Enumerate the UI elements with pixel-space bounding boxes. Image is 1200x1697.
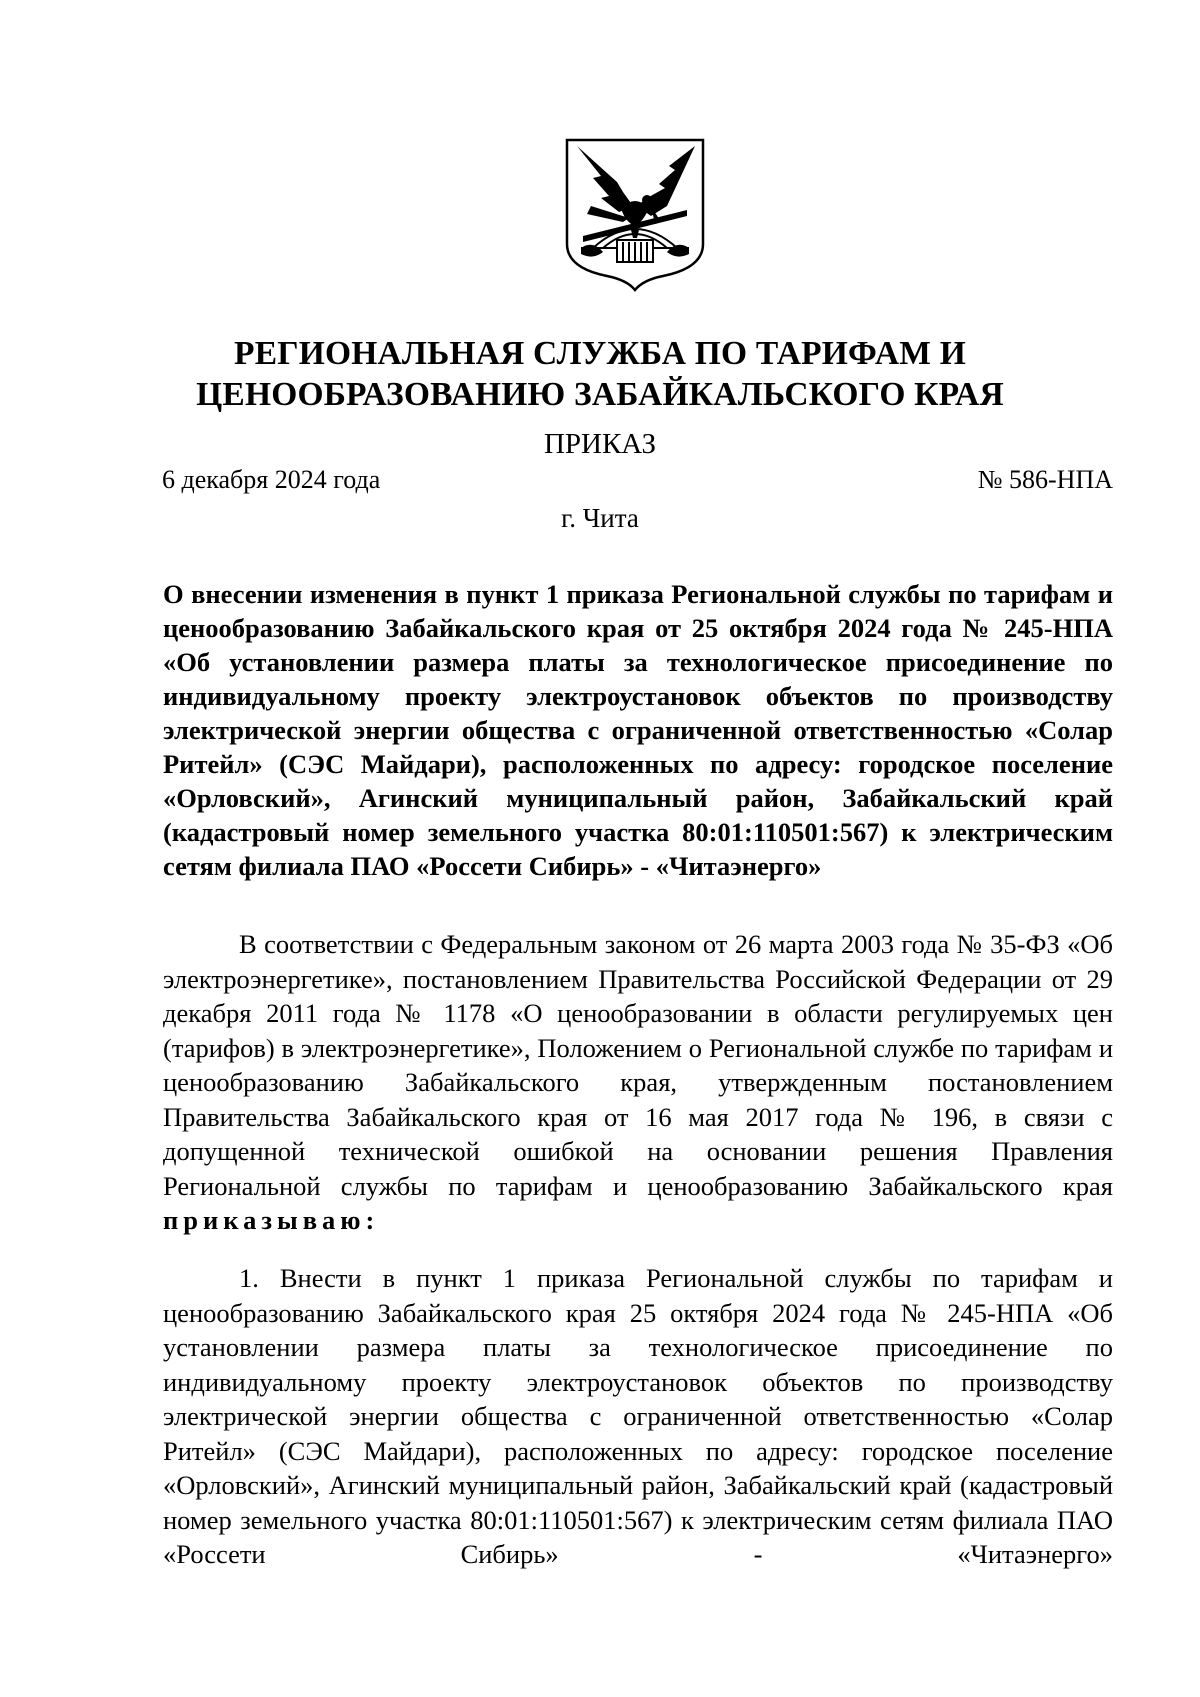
item-1-paragraph: 1. Внести в пункт 1 приказа Региональной службы по тарифам и ценообразованию Забайкальского края 25 октября 2024 года № 245-НПА «Об установлении размера платы за технологическое присоединение по индивидуальному проекту электроустановок объектов по производству электрической энергии общества с ограниченной ответственностью «Солар Ритейл» (СЭС Майдари), расположенных по адресу: городское поселение «Орловский», Агинский муниципальный район, Забайкальский край (кадастровый номер земельного участка 80:01:110501:567) к электрическим сетям филиала ПАО «Россети Сибирь» - «Читаэнерго»: [163, 1263, 1113, 1569]
document-city: г. Чита: [561, 503, 639, 533]
organization-name: [100, 333, 1100, 415]
document-type: ПРИКАЗ: [543, 428, 657, 460]
organization-line-1: РЕГИОНАЛЬНАЯ СЛУЖБА ПО ТАРИФАМ И: [234, 335, 966, 372]
order-word: приказываю:: [163, 1205, 380, 1235]
preamble-text: В соответствии с Федеральным законом от 26 марта 2003 года № 35-ФЗ «Об электроэнергетике», постановлением Правительства Российской Федерации от 29 декабря 2011 года № 1178 «О ценообразовании в области регулируемых цен (тарифов) в электроэнергетике», Положением о Региональной службе по тарифам и ценообразованию Забайкальского края, утвержденным постановлением Правительства Забайкальского края от 16 мая 2017 года № 196, в связи с допущенной технической ошибкой на основании решения Правления Региональной службы по тарифам и ценообразованию Забайкальского края: [163, 929, 1113, 1201]
document-title: О внесении изменения в пункт 1 приказа Региональной службы по тарифам и ценообразованию Забайкальского края от 25 октября 2024 года № 245-НПА «Об установлении размера платы за технологическое присоединение по индивидуальному проекту электроустановок объектов по производству электрической энергии общества с ограниченной ответственностью «Солар Ритейл» (СЭС Майдари), расположенных по адресу: городское поселение «Орловский», Агинский муниципальный район, Забайкальский край (кадастровый номер земельного участка 80:01:110501:567) к электрическим сетям филиала ПАО «Россети Сибирь» - «Читаэнерго»: [163, 579, 1113, 881]
document-date: 6 декабря 2024 года: [162, 465, 381, 494]
document-number: № 586-НПА: [977, 465, 1113, 494]
organization-line-2: ЦЕНООБРАЗОВАНИЮ ЗАБАЙКАЛЬСКОГО КРАЯ: [196, 376, 1004, 413]
emblem-icon: [563, 136, 707, 292]
preamble-paragraph: [163, 927, 1113, 1238]
